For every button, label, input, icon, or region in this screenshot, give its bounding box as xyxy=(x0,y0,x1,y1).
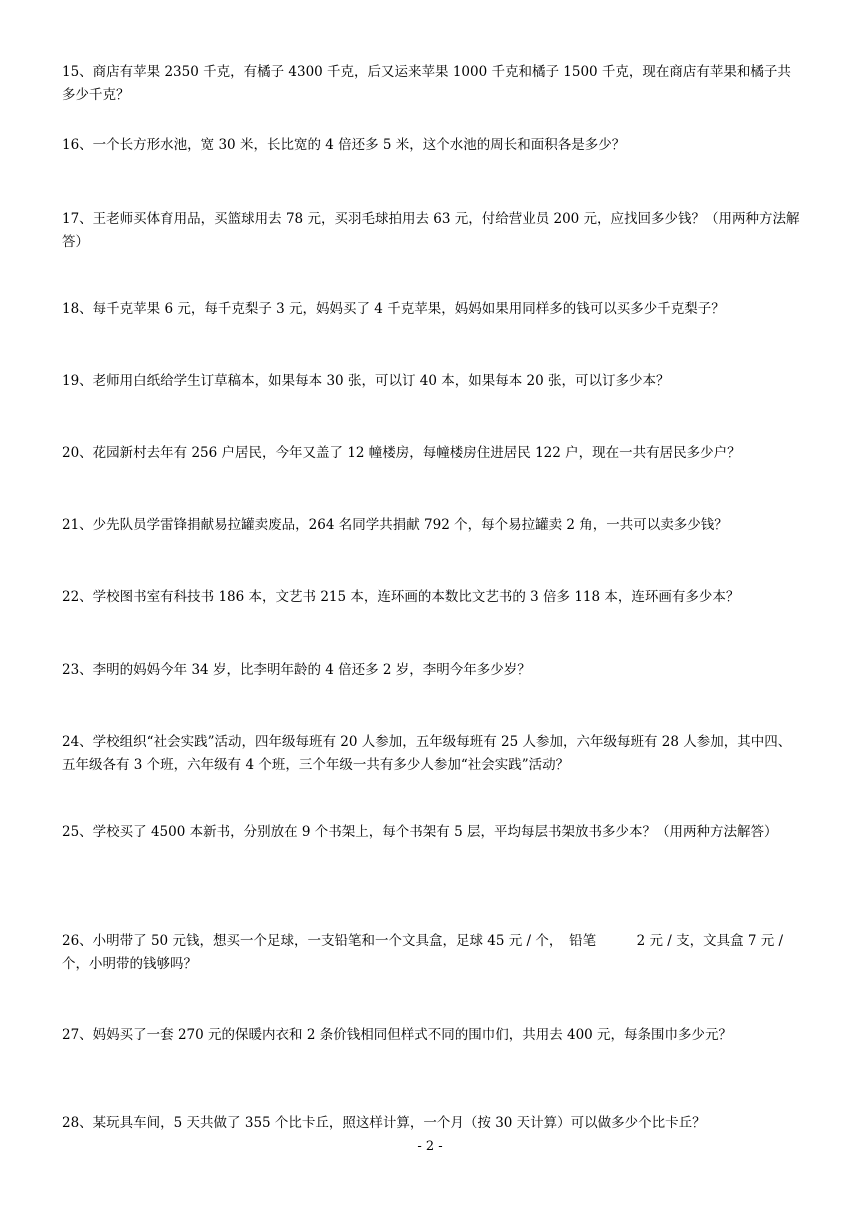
question-18: 18、每千克苹果 6 元，每千克梨子 3 元，妈妈买了 4 千克苹果，妈妈如果用同样多的钱可以买多少千克梨子？ xyxy=(62,301,725,317)
question-25: 25、学校买了 4500 本新书，分别放在 9 个书架上，每个书架有 5 层，平均每层书架放书多少本？（用两种方法解答） xyxy=(62,824,778,840)
page-number: - 2 - xyxy=(417,1139,443,1154)
question-24: 24、学校组织“社会实践”活动，四年级每班有 20 人参加，五年级每班有 25 人参加，六年级每班有 28 人参加，其中四、五年级各有 3 个班，六年级有 4 个班，三个年级一共有多少人参加“社会实践”活动？ xyxy=(62,734,792,773)
question-22: 22、学校图书室有科技书 186 本，文艺书 215 本，连环画的本数比文艺书的 3 倍多 118 本，连环画有多少本？ xyxy=(62,589,740,605)
question-19: 19、老师用白纸给学生订草稿本，如果每本 30 张，可以订 40 本，如果每本 20 张，可以订多少本？ xyxy=(62,373,670,389)
question-27: 27、妈妈买了一套 270 元的保暖内衣和 2 条价钱相同但样式不同的围巾们，共用去 400 元，每条围巾多少元？ xyxy=(62,1027,733,1043)
question-15: 15、商店有苹果 2350 千克，有橘子 4300 千克，后又运来苹果 1000 千克和橘子 1500 千克，现在商店有苹果和橘子共多少千克？ xyxy=(62,64,791,103)
question-16: 16、一个长方形水池，宽 30 米，长比宽的 4 倍还多 5 米，这个水池的周长和面积各是多少？ xyxy=(62,137,626,153)
question-17: 17、王老师买体育用品，买篮球用去 78 元，买羽毛球拍用去 63 元，付给营业员 200 元，应找回多少钱？（用两种方法解答） xyxy=(62,211,800,250)
question-28: 28、某玩具车间，5 天共做了 355 个比卡丘，照这样计算，一个月（按 30 天计算）可以做多少个比卡丘？ xyxy=(62,1115,706,1131)
question-21: 21、少先队员学雷锋捐献易拉罐卖废品，264 名同学共捐献 792 个，每个易拉罐卖 2 角，一共可以卖多少钱？ xyxy=(62,517,728,533)
question-20: 20、花园新村去年有 256 户居民，今年又盖了 12 幢楼房，每幢楼房住进居民 122 户，现在一共有居民多少户？ xyxy=(62,445,741,461)
question-26: 26、小明带了 50 元钱，想买一个足球，一支铅笔和一个文具盒，足球 45 元 / 个， 铅笔 2 元 / 支，文具盒 7 元 / 个，小明带的钱够吗？ xyxy=(62,933,784,972)
question-23: 23、李明的妈妈今年 34 岁，比李明年龄的 4 倍还多 2 岁，李明今年多少岁？ xyxy=(62,662,531,678)
